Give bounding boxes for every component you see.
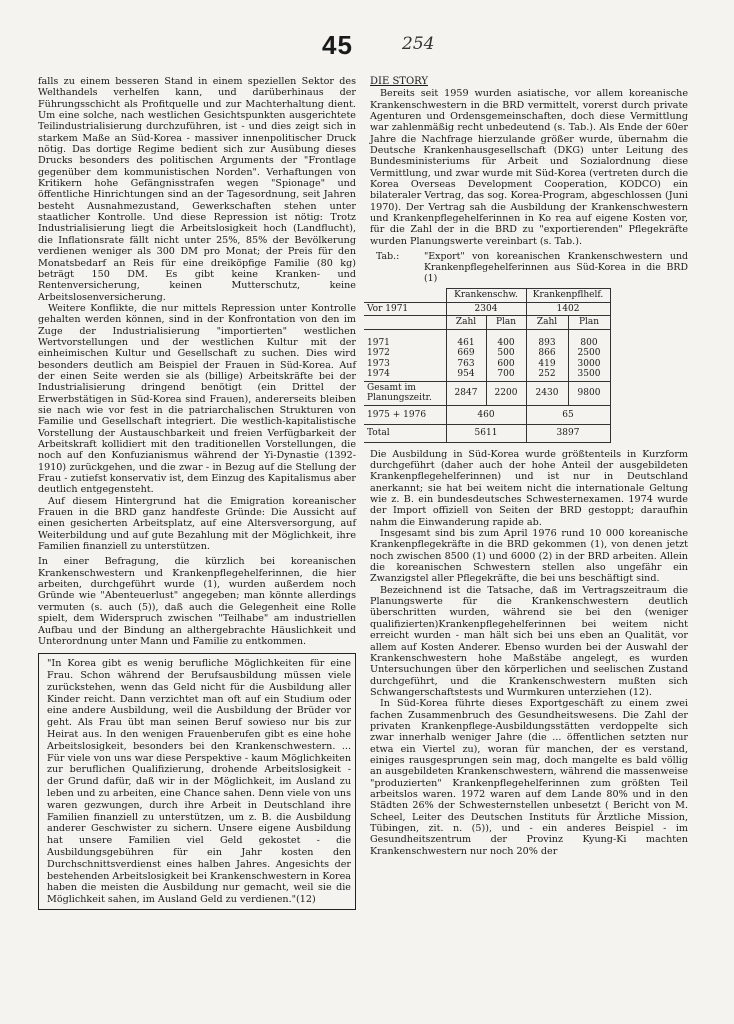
section-title: DIE STORY	[370, 76, 428, 87]
table-corner	[364, 289, 446, 303]
cell-value: 252	[538, 369, 556, 380]
table-cell: 3897	[526, 425, 610, 443]
year-label: 1971	[367, 337, 390, 348]
table-cell	[486, 329, 526, 381]
cell-value: 461	[457, 337, 475, 348]
cell-value: 700	[497, 369, 515, 380]
table-cell: 9800	[568, 381, 610, 405]
right-paragraph: Die Ausbildung in Süd-Korea wurde größtenteils in Kurzform durchgeführt (daher auch der hohe Anteil der ausgebildeten Krankenpflegehelferinnen) und ist nur in Deutschland anerkannt; sie hat bei weitem nicht die internationale Geltung wie z. B. ein bundesdeutsches Schwesternexamen. 1974 wurde der Import offiziell von Seiten der BRD gestoppt; daraufhin nahm die Einwanderung rapide ab.	[370, 448, 688, 528]
table-cell: 65	[526, 405, 610, 425]
table-cell: 5611	[446, 425, 526, 443]
left-paragraph: In einer Befragung, die kürzlich bei koreanischen Krankenschwestern und Krankenpflegehelferinnen, die hier arbeiten, durchgeführt wurde (1), wurden außerdem noch Gründe wie "Abenteuerlust" angegeben; man könnte allerdings vermuten (s. auch (5)), daß auch die Gelegenheit eine Rolle spielt, dem Widerspruch zwischen "Teilhabe" am industriellen Aufbau und der Bindung an althergebrachte Häuslichkeit und Unterordnung unter Mann und Familie zu entkommen.	[38, 556, 356, 647]
table-cell: 1402	[526, 302, 610, 316]
cell-value: 600	[497, 358, 515, 369]
right-paragraph: Bezeichnend ist die Tatsache, daß im Vertragszeitraum die Planungswerte für die Krankenschwestern deutlich überschritten wurden, während sie bei den (weniger qualifizierten)Krankenpflegehelferinnen bei weitem nicht erreicht wurden - man hält sich bei uns eben an Qualität, vor allem auf Kosten Anderer. Ebenso wurden bei der Auswahl der Krankenschwestern hohe Maßstäbe angelegt, es wurden Untersuchungen über den körperlichen und seelischen Zustand durchgeführt, und die Krankenschwestern mußten sich Schwangerschaftstests und Wurmkuren unterziehen (12).	[370, 584, 688, 698]
quote-box	[38, 653, 356, 910]
sub-header: Zahl	[526, 316, 568, 330]
cell-value: 954	[457, 369, 475, 380]
row-label: Total	[364, 425, 446, 443]
cell-value: 893	[538, 337, 556, 348]
table-cell	[568, 329, 610, 381]
left-paragraph: falls zu einem besseren Stand in einem speziellen Sektor des Welthandels verhelfen kann, und darüberhinaus der Führungsschicht als Profitquelle und zur Machterhaltung dient. Um eine solche, nach westlichen Gesichtspunkten ausgerichtete Teilindustrialisierung durchzuführen, ist - und dies zeigt sich in starkem Maße an Süd-Korea - massiver innenpolitischer Druck nötig. Das dortige Regime bedient sich zur Ausübung dieses Drucks besonders des politischen Arguments der "Frontlage gegenüber dem kommunistischen Norden". Verhaftungen von Kritikern hohe Gefängnisstrafen wegen "Spionage" und öffentliche Hinrichtungen sind an der Tagesordnung, seit Jahren besteht Ausnahmezustand, Gewerkschaften stehen unter staatlicher Kontrolle. Und diese Repression ist nötig: Trotz Industrialisierung liegt die Arbeitslosigkeit hoch (Landflucht), die Inflationsrate fällt nicht unter 25%, 85% der Bevölkerung verdienen weniger als 300 DM pro Monat; der Preis für den Monatsbedarf an Reis für eine dreiköpfige Familie (80 kg) beträgt 150 DM. Es gibt keine Kranken- und Rentenversicherung, keinen Mutterschutz, keine Arbeitslosenversicherung.	[38, 76, 356, 303]
page-number: 45	[322, 30, 353, 60]
table-cell: 2200	[486, 381, 526, 405]
cell-value: 669	[457, 348, 475, 359]
year-label: 1974	[367, 369, 390, 380]
cell-value: 3000	[577, 358, 601, 369]
export-table-wrap	[367, 288, 688, 443]
cell-value: 763	[457, 358, 475, 369]
group-header: Krankenpflhelf.	[526, 289, 610, 303]
left-column	[38, 76, 356, 910]
table-caption-label: Tab.:	[376, 251, 400, 263]
row-label: Gesamt im Planungszeitr.	[364, 381, 446, 405]
export-table	[364, 288, 611, 443]
table-spacer	[364, 316, 446, 330]
row-label: Vor 1971	[364, 302, 446, 316]
cell-value: 3500	[577, 369, 601, 380]
quote-text: "In Korea gibt es wenig berufliche Möglichkeiten für eine Frau. Schon während der Berufsausbildung müssen viele zurückstehen, wenn das Geld nicht für die Ausbildung aller Kinder reicht. Dann verzichtet man oft auf ein Studium oder eine andere Ausbildung, weil die Ausbildung der Brüder vor geht. Als Frau übt man seinen Beruf sowieso nur bis zur Heirat aus. In den wenigen Frauenberufen gibt es eine hohe Arbeitslosigkeit, besonders bei den Krankenschwestern. ... Für viele von uns war diese Perspektive - kaum Möglichkeiten zur beruflichen Qualifizierung, drohende Arbeitslosigkeit - der Grund dafür, daß wir in der Möglichkeit, im Ausland zu leben und zu arbeiten, eine Chance sahen. Denn viele von uns waren gezwungen, durch ihre Arbeit in Deutschland ihre Familien finanziell zu unterstützen, um z. B. die Ausbildung anderer Geschwister zu sichern. Unsere eigene Ausbildung hat unsere Familien viel Geld gekostet - die Ausbildungsgebühren für ein Jahr kosten den Durchschnittsverdienst eines halben Jahres. Angesichts der bestehenden Arbeitslosigkeit bei Krankenschwestern in Korea haben die meisten die Ausbildung nur gemacht, weil sie die Möglichkeit sahen, im Ausland Geld zu verdienen."(12)	[47, 658, 351, 906]
table-cell: 2847	[446, 381, 486, 405]
year-label: 1972	[367, 348, 390, 359]
row-label: 1975 + 1976	[364, 405, 446, 425]
table-cell: 460	[446, 405, 526, 425]
year-label: 1973	[367, 358, 390, 369]
cell-value: 419	[538, 358, 556, 369]
cell-value: 400	[497, 337, 515, 348]
right-paragraph: In Süd-Korea führte dieses Exportgeschäft zu einem zwei fachen Zusammenbruch des Gesundheitswesens. Die Zahl der privaten Krankenpflege-Ausbildungsstätten verdoppelte sich zwar innerhalb weniger Jahre (die ... öffentlichen setzten nur etwa ein Viertel zu), woran für manchen, der es verstand, einiges rausgesprungen sein mag, doch mangelte es bald völlig an ausgebildeten Krankenschwestern, während die massenweise "produzierten" Krankenpflegehelferinnen zum größten Teil arbeitslos waren. 1972 waren auf dem Lande 80% und in den Städten 26% der Schwesternstellen unbesetzt ( Bericht von M. Scheel, Leiter des Deutschen Instituts für Ärztliche Mission, Tübingen, zit. n. (5)), und - ein anderes Beispiel - im Gesundheitszentrum der Provinz Kyung-Ki machten Krankenschwestern nur noch 20% der	[370, 698, 688, 857]
left-paragraph: Auf diesem Hintergrund hat die Emigration koreanischer Frauen in die BRD ganz handfeste Gründe: Die Aussicht auf einen gesicherten Arbeitsplatz, auf eine Altersversorgung, auf Weiterbildung und auf gute Bezahlung mit der Möglichkeit, ihre Familien finanziell zu unterstützen.	[38, 495, 356, 553]
intro-paragraph: Bereits seit 1959 wurden asiatische, vor allem koreanische Krankenschwestern in die BRD vermittelt, vorerst durch private Agenturen und Ordensgemeinschaften, doch diese Vermittlung war zahlenmäßig recht unbedeutend (s. Tab.). Als Ende der 60er Jahre die Nachfrage hierzulande größer wurde, übernahm die Deutsche Krankenhausgesellschaft (DKG) unter Leitung des Bundesministeriums für Arbeit und Sozialordnung diese Vermittlung, und zwar wurde mit Süd-Korea (vertreten durch die Korea Overseas Development Cooperation, KODCO) ein bilateraler Vertrag, das sog. Korea-Program, abgeschlossen (Juni 1970). Der Vertrag sah die Ausbildung der Krankenschwestern und Krankenpflegehelferinnen in Ko rea auf eigene Kosten vor, für die Zahl der in die BRD zu "exportierenden" Pflegekräfte wurden Planungswerte vereinbart (s. Tab.).	[370, 88, 688, 247]
row-label	[364, 329, 446, 381]
sub-header: Plan	[486, 316, 526, 330]
table-cell: 2304	[446, 302, 526, 316]
table-cell: 2430	[526, 381, 568, 405]
sub-header: Zahl	[446, 316, 486, 330]
cell-value: 866	[538, 348, 556, 359]
table-caption-text: "Export" von koreanischen Krankenschwestern und Krankenpflegehelferinnen aus Süd-Korea in die BRD (1)	[424, 251, 688, 285]
handwritten-page-note: 254	[402, 34, 435, 54]
table-cell	[446, 329, 486, 381]
right-column	[367, 76, 688, 857]
left-paragraph: Weitere Konflikte, die nur mittels Repression unter Kontrolle gehalten werden können, sind in der Konfrontation von den im Zuge der Industrialisierung "importierten" westlichen Wertvorstellungen und der westlichen Kultur mit der einheimischen Kultur und Gesellschaft zu suchen. Dies wird besonders deutlich am Beispiel der Frauen in Süd-Korea. Auf der einen Seite werden sie als (billige) Arbeitskräfte bei der Industrialisierung dringend benötigt (ein Drittel der Erwerbstätigen in Süd-Korea sind Frauen), andererseits bleiben sie nach wie vor fest in die patriarchalischen Strukturen von Familie und Gesellschaft integriert. Die westlich-kapitalistische Vorstellung der Austauschbarkeit und freien Verfügbarkeit der Arbeitskraft kollidiert mit den traditionellen Vorstellungen, die noch auf den Konfuzianismus während der Yi-Dynastie (1392-1910) zurückgehen, und die zwar - in Bezug auf die Stellung der Frau - zutiefst konservativ ist, dem Einzug des Kapitalismus aber deutlich entgegensteht.	[38, 302, 356, 496]
cell-value: 800	[580, 337, 598, 348]
table-cell	[526, 329, 568, 381]
cell-value: 2500	[577, 348, 601, 359]
sub-header: Plan	[568, 316, 610, 330]
right-paragraph: Insgesamt sind bis zum April 1976 rund 10 000 koreanische Krankenpflegekräfte in die BRD gekommen (1), von denen jetzt noch zwischen 8500 (1) und 6000 (2) in der BRD arbeiten. Allein die koreanischen Schwestern stellen also ungefähr ein Zwanzigstel aller Pflegekräfte, die bei uns beschäftigt sind.	[370, 528, 688, 585]
group-header: Krankenschw.	[446, 289, 526, 303]
table-caption	[376, 251, 688, 284]
cell-value: 500	[497, 348, 515, 359]
